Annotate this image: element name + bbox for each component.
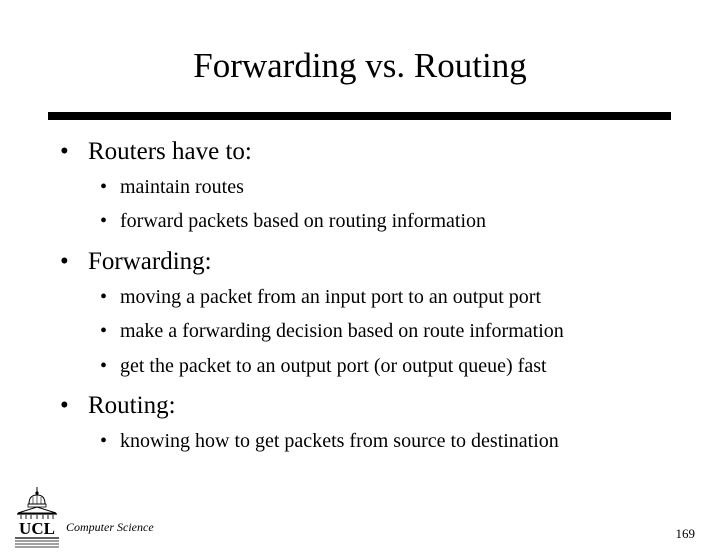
bullet-text: make a forwarding decision based on route information xyxy=(120,320,564,342)
sub-bullet-item xyxy=(100,209,486,233)
bullet-icon: • xyxy=(60,138,69,165)
bullet-icon: • xyxy=(100,430,108,452)
department-label: Computer Science xyxy=(66,520,154,534)
bullet-icon: • xyxy=(100,355,108,377)
bullet-text: Forwarding: xyxy=(88,248,212,275)
bullet-text: moving a packet from an input port to an output port xyxy=(120,286,542,308)
bullet-icon: • xyxy=(100,320,108,342)
bullet-text: forward packets based on routing information xyxy=(120,210,487,232)
bullet-text: knowing how to get packets from source to destination xyxy=(120,430,559,452)
sub-bullet-item xyxy=(100,354,547,378)
sub-bullet-item xyxy=(100,319,564,343)
page-number: 169 xyxy=(675,526,695,541)
ucl-logo xyxy=(12,486,62,548)
title-divider xyxy=(48,112,671,120)
sub-bullet-item xyxy=(100,285,541,309)
bullet-icon: • xyxy=(60,392,69,419)
bullet-icon: • xyxy=(100,176,108,198)
bullet-icon: • xyxy=(100,286,108,308)
slide-title: Forwarding vs. Routing xyxy=(193,46,527,85)
bullet-text: get the packet to an output port (or output queue) fast xyxy=(120,355,547,377)
bullet-item-routing xyxy=(60,391,176,421)
bullet-text: Routing: xyxy=(88,392,176,419)
bullet-text: Routers have to: xyxy=(88,138,252,165)
sub-bullet-item xyxy=(100,429,559,453)
bullet-item-forwarding xyxy=(60,247,212,277)
bullet-text: maintain routes xyxy=(120,176,244,198)
sub-bullet-item xyxy=(100,175,244,199)
svg-text:UCL: UCL xyxy=(19,519,55,538)
bullet-icon: • xyxy=(100,210,108,232)
bullet-item-routers xyxy=(60,137,252,167)
bullet-icon: • xyxy=(60,248,69,275)
